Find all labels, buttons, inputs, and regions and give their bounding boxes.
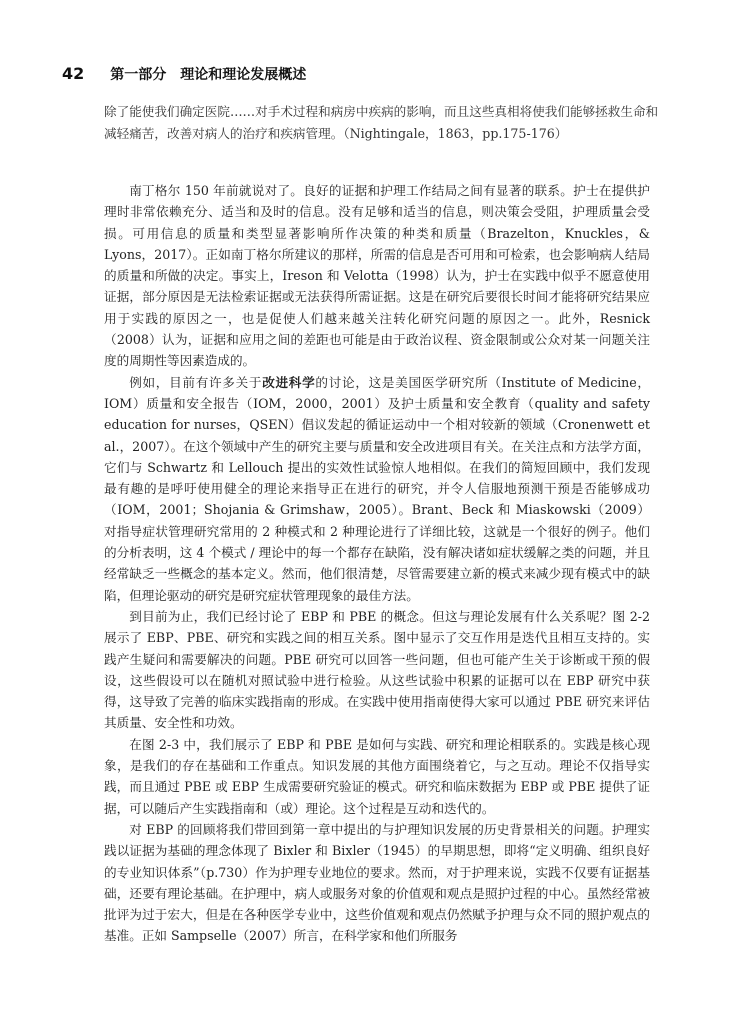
page-number: 42	[62, 64, 85, 83]
section-title: 第一部分 理论和理论发展概述	[110, 67, 307, 83]
page-header	[62, 64, 306, 84]
paragraph-5: 对 EBP 的回顾将我们带回到第一章中提出的与护理知识发展的历史背景相关的问题。护理实践以证据为基础的理念体现了 Bixler 和 Bixler（1945）的早期思想，即将“定义明确、组织良好的专业知识体系”（p.730）作为护理专业地位的要求。然而，对于护理来说，实践不仅要有证据基础，还要有理论基础。在护理中，病人或服务对象的价值观和观点是照护过程的中心。虽然经常被批评为过于宏大，但是在各种医学专业中，这些价值观和观点仍然赋予护理与众不同的照护观点的基准。正如 Sampselle（2007）所言，在科学家和他们所服务	[104, 821, 650, 944]
paragraph-2-intro: 例如，目前有许多关于	[129, 374, 263, 390]
body-text	[104, 180, 650, 947]
improvement-science-keyword: 改进科学	[262, 374, 316, 390]
paragraph-3: 到目前为止，我们已经讨论了 EBP 和 PBE 的概念。但这与理论发展有什么关系呢？图 2-2 展示了 EBP、PBE、研究和实践之间的相互关系。图中显示了交互作用是迭代且相互支持的。实践产生疑问和需要解决的问题。PBE 研究可以回答一些问题，但也可能产生关于诊断或干预的假设，这些假设可以在随机对照试验中进行检验。从这些试验中积累的证据可以在 EBP 研究中获得，这导致了完善的临床实践指南的形成。在实践中使用指南使得大家可以通过 PBE 研究来评估其质量、安全性和功效。	[104, 608, 650, 731]
paragraph-2-rest: 的讨论，这是美国医学研究所（Institute of Medicine，IOM）质量和安全报告（IOM，2000，2001）及护士质量和安全教育（quality and safety education for nurses，QSEN）倡议发起的循证运动中一个相对较新的领域（Cronenwett et al.，2007）。在这个领域中产生的研究主要与质量和安全改进项目有关。在关注点和方法学方面，它们与 Schwartz 和 Lellouch 提出的实效性试验惊人地相似。在我们的简短回顾中，我们发现最有趣的是呼吁使用健全的理论来指导正在进行的研究，并令人信服地预测干预是否能够成功（IOM，2001；Shojania & Grimshaw，2005）。Brant、Beck 和 Miaskowski（2009）对指导症状管理研究常用的 2 种模式和 2 种理论进行了详细比较，这就是一个很好的例子。他们的分析表明，这 4 个模式 / 理论中的每一个都存在缺陷，没有解决诸如症状缓解之类的问题，并且经常缺乏一些概念的基本定义。然而，他们很清楚，尽管需要建立新的模式来减少现有模式中的缺陷，但理论驱动的研究是研究症状管理现象的最佳方法。	[104, 374, 651, 603]
nightingale-quote: 除了能使我们确定医院……对手术过程和病房中疾病的影响，而且这些真相将使我们能够拯救生命和减轻痛苦，改善对病人的治疗和疾病管理。（Nightingale，1863，pp.175-176）	[104, 104, 659, 141]
paragraph-2	[104, 372, 650, 606]
paragraph-1: 南丁格尔 150 年前就说对了。良好的证据和护理工作结局之间有显著的联系。护士在提供护理时非常依赖充分、适当和及时的信息。没有足够和适当的信息，则决策会受阻，护理质量会受损。可用信息的质量和类型显著影响所作决策的种类和质量（Brazelton，Knuckles，& Lyons，2017）。正如南丁格尔所建议的那样，所需的信息是否可用和可检索，也会影响病人结局的质量和所做的决定。事实上，Ireson 和 Velotta（1998）认为，护士在实践中似乎不愿意使用证据，部分原因是无法检索证据或无法获得所需证据。这是在研究后要很长时间才能将研究结果应用于实践的原因之一，也是促使人们越来越关注转化研究问题的原因之一。此外，Resnick（2008）认为，证据和应用之间的差距也可能是由于政治议程、资金限制或公众对某一问题关注度的周期性等因素造成的。	[104, 183, 650, 369]
paragraph-4: 在图 2-3 中，我们展示了 EBP 和 PBE 是如何与实践、研究和理论相联系的。实践是核心现象，是我们的存在基础和工作重点。知识发展的其他方面围绕着它，与之互动。理论不仅指导实践，而且通过 PBE 或 EBP 生成需要研究验证的模式。研究和临床数据为 EBP 或 PBE 提供了证据，可以随后产生实践指南和（或）理论。这个过程是互动和迭代的。	[104, 736, 650, 816]
